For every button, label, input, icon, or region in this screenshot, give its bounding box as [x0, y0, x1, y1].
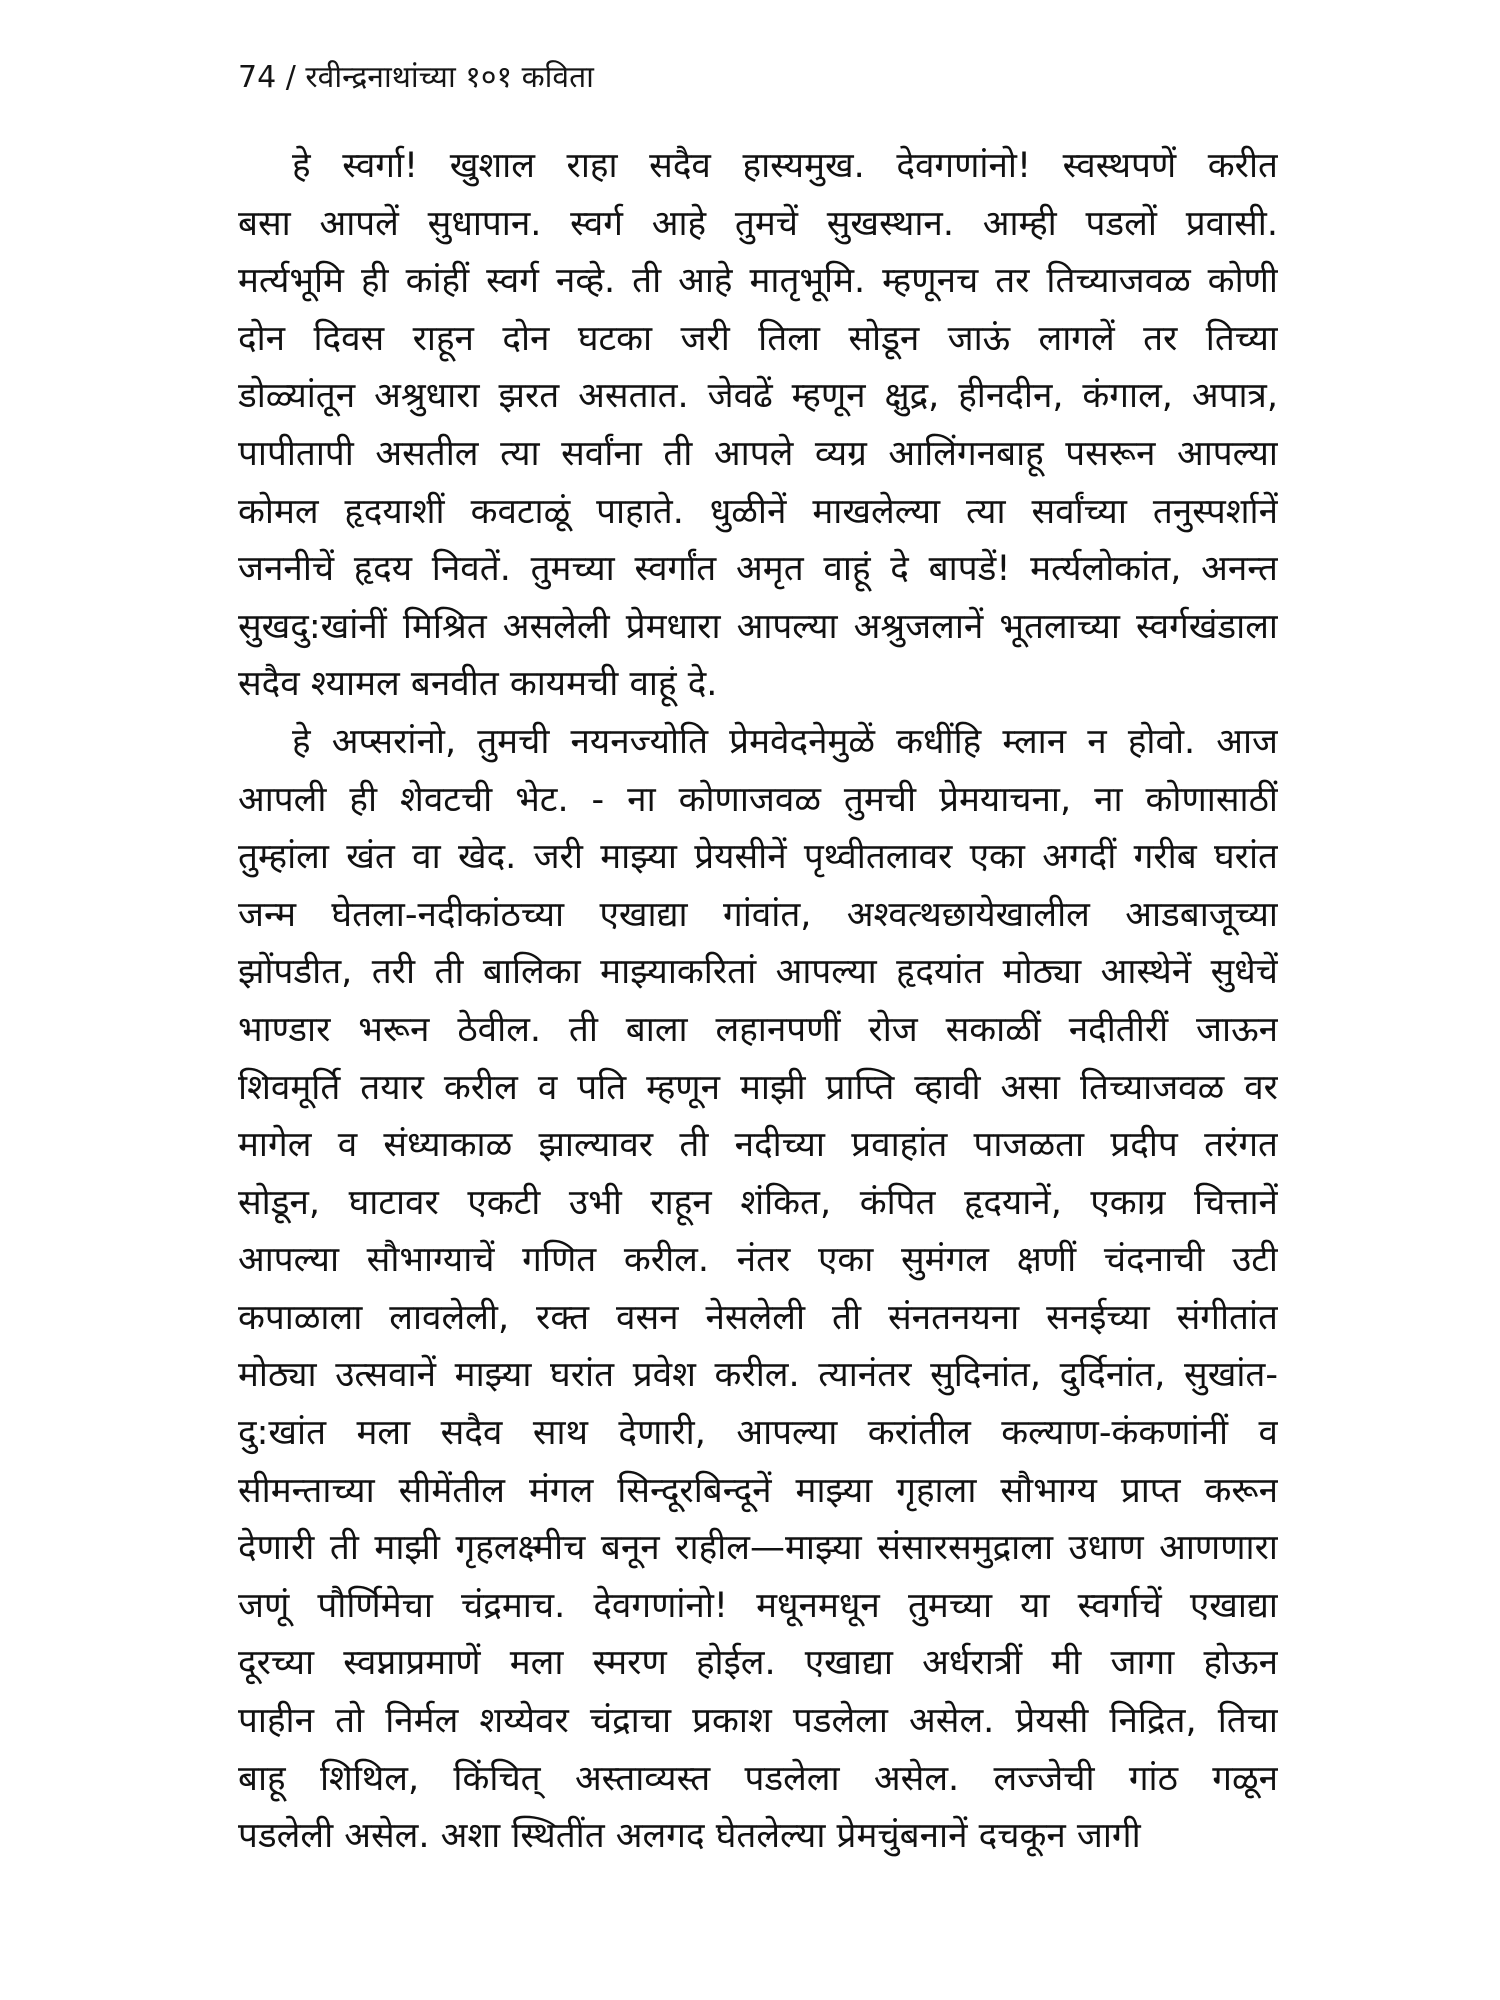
text-line: पापीतापी असतील त्या सर्वांना ती आपले व्यग्र आलिंगनबाहू पसरून आपल्या	[238, 433, 1278, 474]
text-line: जणूं पौर्णिमेचा चंद्रमाच. देवगणांनो! मधूनमधून तुमच्या या स्वर्गाचें एखाद्या	[238, 1585, 1278, 1626]
text-line: सुखदु:खांनीं मिश्रित असलेली प्रेमधारा आपल्या अश्रुजलानें भूतलाच्या स्वर्गखंडाला	[238, 606, 1278, 647]
text-line: तुम्हांला खंत वा खेद. जरी माझ्या प्रेयसीनें पृथ्वीतलावर एका अगदीं गरीब घरांत	[238, 837, 1278, 878]
text-line: जननीचें हृदय निवतें. तुमच्या स्वर्गांत अमृत वाहूं दे बापडें! मर्त्यलोकांत, अनन्त	[238, 549, 1278, 590]
text-line: झोंपडीत, तरी ती बालिका माझ्याकरितां आपल्या हृदयांत मोठ्या आस्थेनें सुधेचें	[238, 952, 1278, 993]
text-line: दोन दिवस राहून दोन घटका जरी तिला सोडून जाऊं लागलें तर तिच्या	[238, 318, 1278, 359]
text-line: सीमन्ताच्या सीमेंतील मंगल सिन्दूरबिन्दूनें माझ्या गृहाला सौभाग्य प्राप्त करून	[238, 1470, 1278, 1511]
text-line: भाण्डार भरून ठेवील. ती बाला लहानपणीं रोज सकाळीं नदीतीरीं जाऊन	[238, 1009, 1278, 1050]
text-line: हे स्वर्गा! खुशाल राहा सदैव हास्यमुख. देवगणांनो! स्वस्थपणें करीत	[292, 146, 1278, 186]
text-line: आपल्या सौभाग्याचें गणित करील. नंतर एका सुमंगल क्षणीं चंदनाची उटी	[238, 1240, 1278, 1281]
text-line: जन्म घेतला-नदीकांठच्या एखाद्या गांवांत, अश्वत्थछायेखालील आडबाजूच्या	[238, 894, 1278, 935]
text-line: मोठ्या उत्सवानें माझ्या घरांत प्रवेश करील. त्यानंतर सुदिनांत, दुर्दिनांत, सुखांत-	[238, 1355, 1278, 1396]
running-header	[238, 58, 594, 98]
text-line: डोळ्यांतून अश्रुधारा झरत असतात. जेवढें म्हणून क्षुद्र, हीनदीन, कंगाल, अपात्र,	[238, 376, 1278, 417]
text-line: बसा आपलें सुधापान. स्वर्ग आहे तुमचें सुखस्थान. आम्ही पडलों प्रवासी.	[238, 203, 1278, 244]
text-line: कोमल हृदयाशीं कवटाळूं पाहाते. धुळीनें माखलेल्या त्या सर्वांच्या तनुस्पर्शानें	[238, 491, 1278, 532]
page-number: 74	[238, 60, 277, 95]
text-line: मागेल व संध्याकाळ झाल्यावर ती नदीच्या प्रवाहांत पाजळता प्रदीप तरंगत	[238, 1125, 1278, 1166]
book-title: रवीन्द्रनाथांच्या १०१ कविता	[305, 60, 594, 95]
text-line: सदैव श्यामल बनवीत कायमची वाहूं दे.	[238, 664, 718, 705]
paragraph	[238, 714, 1278, 1866]
text-line: मर्त्यभूमि ही कांहीं स्वर्ग नव्हे. ती आहे मातृभूमि. म्हणूनच तर तिच्याजवळ कोणी	[238, 261, 1278, 302]
text-line: आपली ही शेवटची भेट. - ना कोणाजवळ तुमची प्रेमयाचना, ना कोणासाठीं	[238, 779, 1278, 820]
text-line: दूरच्या स्वप्नाप्रमाणें मला स्मरण होईल. एखाद्या अर्धरात्रीं मी जागा होऊन	[238, 1643, 1278, 1684]
text-line: शिवमूर्ति तयार करील व पति म्हणून माझी प्राप्ति व्हावी असा तिच्याजवळ वर	[238, 1067, 1278, 1108]
body-text	[238, 138, 1278, 1866]
text-line: पाहीन तो निर्मल शय्येवर चंद्राचा प्रकाश पडलेला असेल. प्रेयसी निद्रित, तिचा	[238, 1701, 1278, 1742]
text-line: पडलेली असेल. अशा स्थितींत अलगद घेतलेल्या प्रेमचुंबनानें दचकून जागी	[238, 1816, 1141, 1857]
text-line: बाहू शिथिल, किंचित् अस्ताव्यस्त पडलेला असेल. लज्जेची गांठ गळून	[238, 1758, 1278, 1799]
paragraph	[238, 138, 1278, 714]
text-line: हे अप्सरांनो, तुमची नयनज्योति प्रेमवेदनेमुळें कधींहि म्लान न होवो. आज	[292, 721, 1278, 762]
header-separator: /	[285, 60, 296, 95]
text-line: देणारी ती माझी गृहलक्ष्मीच बनून राहील—माझ्या संसारसमुद्राला उधाण आणणारा	[238, 1528, 1278, 1569]
text-line: दु:खांत मला सदैव साथ देणारी, आपल्या करांतील कल्याण-कंकणांनीं व	[238, 1413, 1278, 1454]
text-line: कपाळाला लावलेली, रक्त वसन नेसलेली ती संनतनयना सनईच्या संगीतांत	[238, 1297, 1278, 1338]
text-line: सोडून, घाटावर एकटी उभी राहून शंकित, कंपित हृदयानें, एकाग्र चित्तानें	[238, 1182, 1278, 1223]
